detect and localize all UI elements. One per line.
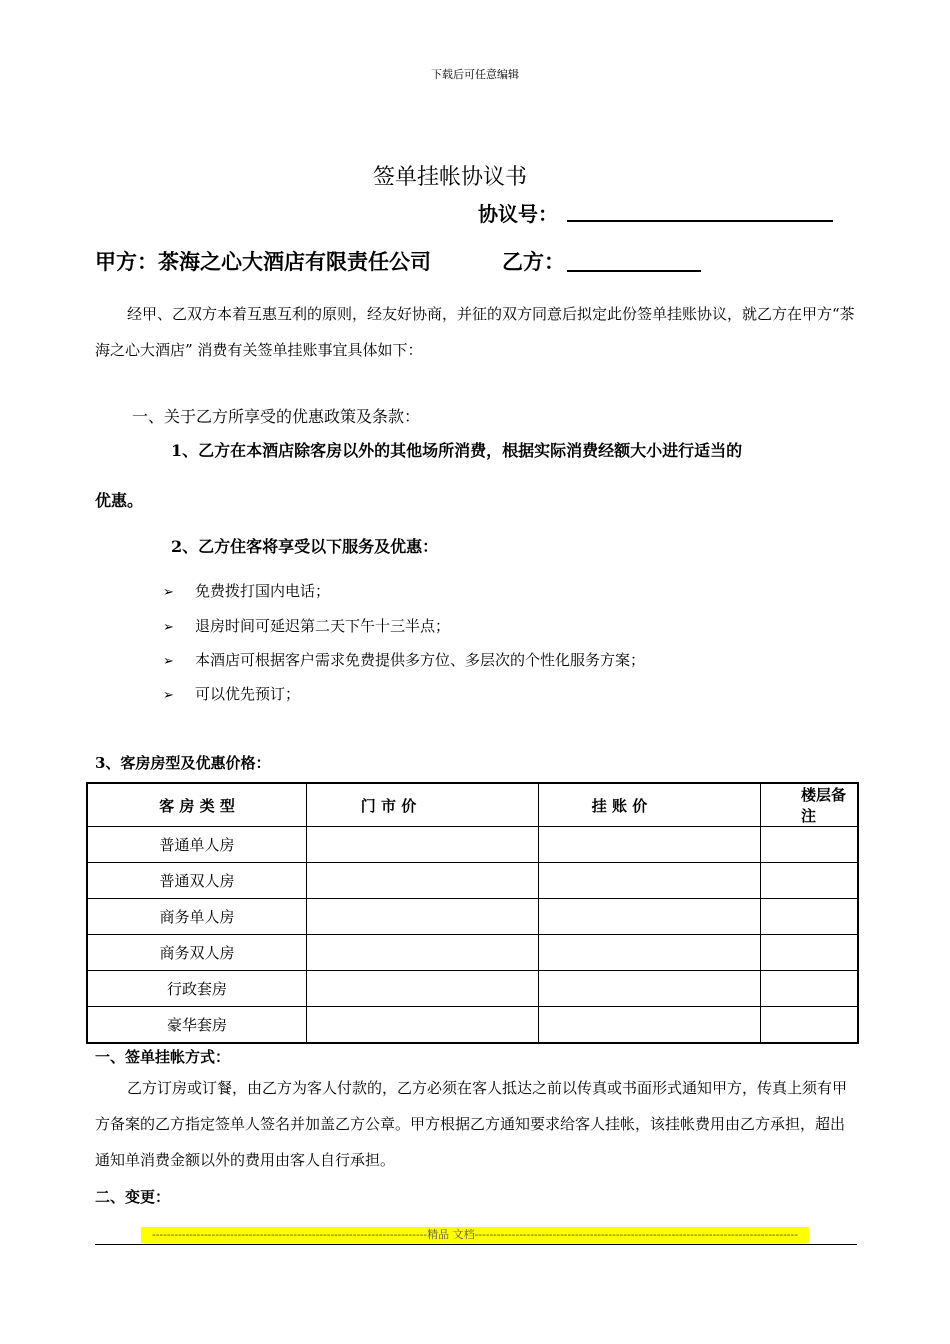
rack-rate-cell[interactable] (307, 935, 539, 971)
change-heading: 二、变更： (95, 1188, 171, 1206)
benefit-text: 免费拨打国内电话； (195, 582, 331, 600)
table-row (87, 935, 858, 971)
table-header-row (87, 783, 858, 827)
arrow-bullet-icon: ➢ (163, 585, 174, 600)
header-note: 下载后可任意编辑 (431, 68, 519, 81)
benefit-item (163, 683, 300, 704)
signing-method-heading: 一、签单挂帐方式： (95, 1048, 231, 1066)
benefit-text: 退房时间可延迟第二天下午十三半点； (195, 617, 451, 635)
floor-notes-cell[interactable] (761, 1007, 859, 1044)
benefit-text: 可以优先预订； (195, 685, 301, 703)
item1-line2: 优惠。 (95, 491, 144, 510)
floor-notes-cell[interactable] (761, 935, 859, 971)
arrow-bullet-icon: ➢ (163, 688, 174, 703)
rack-rate-cell[interactable] (307, 863, 539, 899)
account-rate-cell[interactable] (539, 863, 761, 899)
room-type-cell: 商务双人房 (87, 935, 307, 971)
floor-notes-cell[interactable] (761, 899, 859, 935)
account-rate-cell[interactable] (539, 827, 761, 863)
benefit-text: 本酒店可根据客户需求免费提供多方位、多层次的个性化服务方案； (195, 651, 646, 669)
floor-notes-cell[interactable] (761, 827, 859, 863)
column-header-account-rate: 挂 账 价 (539, 783, 761, 827)
rack-rate-cell[interactable] (307, 827, 539, 863)
room-type-cell: 豪华套房 (87, 1007, 307, 1044)
account-rate-cell[interactable] (539, 971, 761, 1007)
table-row (87, 827, 858, 863)
account-rate-cell[interactable] (539, 899, 761, 935)
room-type-cell: 普通双人房 (87, 863, 307, 899)
intro-paragraph: 经甲、乙双方本着互惠互利的原则，经友好协商，并征的双方同意后拟定此份签单挂账协议，就乙方在甲方“茶海之心大酒店” 消费有关签单挂账事宜具体如下： (95, 305, 855, 359)
agreement-number-label: 协议号： (478, 202, 558, 226)
table-row (87, 971, 858, 1007)
footer-rule (95, 1244, 857, 1245)
party-b-label: 乙方： (502, 249, 565, 274)
account-rate-cell[interactable] (539, 1007, 761, 1044)
account-rate-cell[interactable] (539, 935, 761, 971)
column-header-floor-notes: 楼层备注 (761, 783, 859, 827)
benefit-item (163, 580, 330, 601)
benefit-item (163, 615, 450, 636)
column-header-room-type: 客 房 类 型 (87, 783, 307, 827)
room-type-cell: 普通单人房 (87, 827, 307, 863)
floor-notes-cell[interactable] (761, 863, 859, 899)
floor-notes-cell[interactable] (761, 971, 859, 1007)
room-price-table (86, 782, 859, 1044)
item3-heading: 3、客房房型及优惠价格： (95, 754, 271, 772)
footer-watermark-band: --------------------------------------------------------------------------精品 文档--------------------------------------------------------------------------------------- (141, 1227, 809, 1243)
rack-rate-cell[interactable] (307, 1007, 539, 1044)
table-row (87, 899, 858, 935)
rack-rate-cell[interactable] (307, 899, 539, 935)
item2-heading: 2、乙方住客将享受以下服务及优惠： (171, 537, 439, 556)
party-b-blank (567, 270, 701, 272)
party-a: 甲方：茶海之心大酒店有限责任公司 (95, 249, 431, 274)
rack-rate-cell[interactable] (307, 971, 539, 1007)
room-type-cell: 商务单人房 (87, 899, 307, 935)
agreement-number-blank (567, 220, 833, 222)
arrow-bullet-icon: ➢ (163, 654, 174, 669)
document-title: 签单挂帐协议书 (372, 165, 527, 190)
column-header-rack-rate: 门 市 价 (307, 783, 539, 827)
table-row (87, 863, 858, 899)
arrow-bullet-icon: ➢ (163, 620, 174, 635)
signing-method-paragraph: 乙方订房或订餐，由乙方为客人付款的，乙方必须在客人抵达之前以传真或书面形式通知甲方，传真上须有甲方备案的乙方指定签单人签名并加盖乙方公章。甲方根据乙方通知要求给客人挂帐，该挂帐费用由乙方承担，超出通知单消费金额以外的费用由客人自行承担。 (95, 1079, 848, 1169)
item1-line1: 1、乙方在本酒店除客房以外的其他场所消费，根据实际消费经额大小进行适当的 (171, 441, 743, 460)
table-row (87, 1007, 858, 1044)
section1-heading: 一、关于乙方所享受的优惠政策及条款： (132, 407, 421, 426)
room-type-cell: 行政套房 (87, 971, 307, 1007)
benefit-item (163, 649, 645, 670)
